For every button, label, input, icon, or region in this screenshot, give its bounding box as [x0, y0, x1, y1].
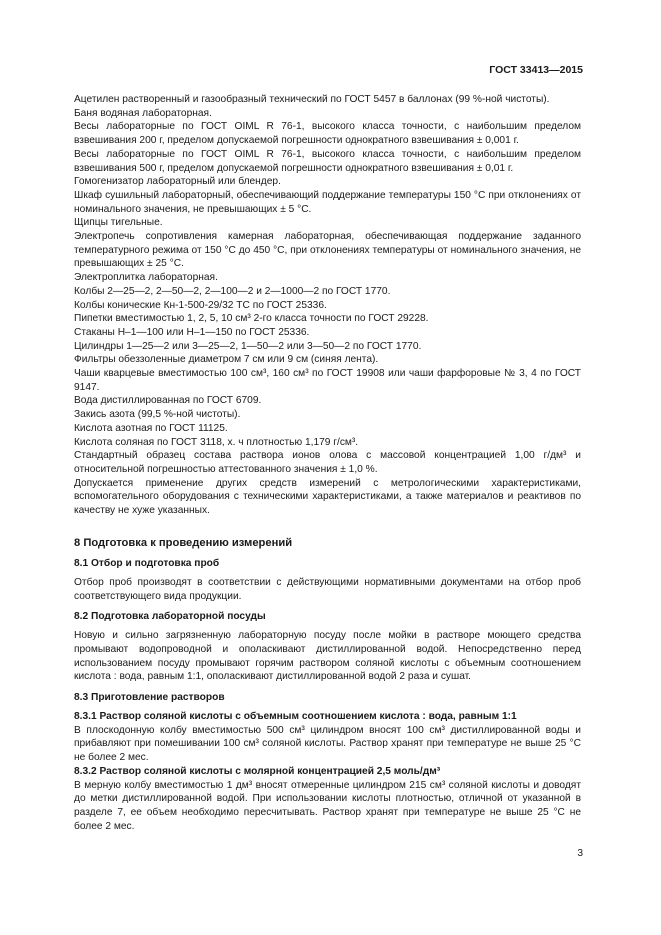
- material-item: Фильтры обеззоленные диаметром 7 см или 9 см (синяя лента).: [74, 354, 379, 366]
- material-item: Закись азота (99,5 %-ной чистоты).: [74, 409, 241, 421]
- material-item: Кислота азотная по ГОСТ 11125.: [74, 422, 228, 434]
- material-item: Кислота соляная по ГОСТ 3118, х. ч плотностью 1,179 г/см³.: [74, 436, 359, 448]
- materials-list: [74, 93, 581, 518]
- section-8-title: 8 Подготовка к проведению измерений: [74, 536, 293, 549]
- material-item: Колбы 2—25—2, 2—50—2, 2—100—2 и 2—1000—2 по ГОСТ 1770.: [74, 285, 391, 297]
- section-8-1-title: 8.1 Отбор и подготовка проб: [74, 557, 220, 569]
- section-8-2-text: Новую и сильно загрязненную лабораторную посуду после мойки в растворе моющего средства промывают водопроводной и ополаскивают дистиллированной водой. Непосредственно перед использованием посуду промывают горячим раствором соляной кислоты с объемным соотношением кислота : вода, равным 1:1, ополаскивают дистиллированной водой 2 раза и сушат.: [74, 630, 581, 683]
- section-8-3-2-text: В мерную колбу вместимостью 1 дм³ вносят отмеренные цилиндром 215 см³ соляной кислоты и доводят до метки дистиллированной водой. При использовании кислоты плотностью, отличной от указанной в разделе 7, ее объем необходимо пересчитывать. Раствор хранят при температуре не выше 25 °С не более 2 мес.: [74, 779, 581, 832]
- section-8-3-1-text: В плоскодонную колбу вместимостью 500 см³ цилиндром вносят 100 см³ дистиллированной воды и прибавляют при помешивании 100 см³ соляной кислоты. Раствор хранят при температуре не выше 25 °С не более 2 мес.: [74, 724, 581, 764]
- material-item: Вода дистиллированная по ГОСТ 6709.: [74, 395, 262, 407]
- section-8-3-2-title: 8.3.2 Раствор соляной кислоты с молярной концентрацией 2,5 моль/дм³: [74, 765, 441, 777]
- section-8-2-title: 8.2 Подготовка лабораторной посуды: [74, 611, 266, 623]
- section-8-3-1-title: 8.3.1 Раствор соляной кислоты с объемным соотношением кислота : вода, равным 1:1: [74, 711, 517, 723]
- material-item: Шкаф сушильный лабораторный, обеспечивающий поддержание температуры 150 °С при отклонениях от номинального значения, не превышающих ± 5 °С.: [74, 189, 581, 215]
- material-item: Цилиндры 1—25—2 или 3—25—2, 1—50—2 или 3—50—2 по ГОСТ 1770.: [74, 340, 422, 352]
- material-item: Весы лабораторные по ГОСТ OIML R 76-1, высокого класса точности, с наибольшим пределом взвешивания 500 г, пределом допускаемой погрешности однократного взвешивания ± 0,01 г.: [74, 148, 581, 174]
- material-item: Баня водяная лабораторная.: [74, 107, 212, 119]
- page-number: 3: [577, 848, 583, 859]
- material-item: Допускается применение других средств измерений с метрологическими характеристиками, вспомогательного оборудования с техническими характеристиками, а также материалов и реактивов по качеству не хуже указанных.: [74, 477, 581, 517]
- material-item: Пипетки вместимостью 1, 2, 5, 10 см³ 2-го класса точности по ГОСТ 29228.: [74, 313, 429, 325]
- material-item: Весы лабораторные по ГОСТ OIML R 76-1, высокого класса точности, с наибольшим пределом взвешивания 200 г, пределом допускаемой погрешности однократного взвешивания ± 0,001 г.: [74, 121, 581, 147]
- page-content: [74, 93, 581, 833]
- material-item: Стандартный образец состава раствора ионов олова с массовой концентрацией 1,00 г/дм³ и относительной погрешностью аттестованного значения ± 1,0 %.: [74, 450, 581, 475]
- section-8-1-text: Отбор проб производят в соответствии с действующими нормативными документами на отбор проб соответствующего вида продукции.: [74, 576, 581, 602]
- material-item: Электроплитка лабораторная.: [74, 272, 218, 284]
- material-item: Щипцы тигельные.: [74, 217, 163, 229]
- material-item: Чаши кварцевые вместимостью 100 см³, 160 см³ по ГОСТ 19908 или чаши фарфоровые № 3, 4 по ГОСТ 9147.: [74, 368, 581, 393]
- material-item: Электропечь сопротивления камерная лабораторная, обеспечивающая поддержание заданного температурного режима от 150 °С до 450 °С, при отклонениях температуры от номинального значения, не превышающих ± 25 °С.: [74, 231, 581, 270]
- material-text: Ацетилен растворенный и газообразный технический по ГОСТ 5457 в баллонах (99 %-ной чистоты).: [74, 94, 550, 105]
- material-item: Стаканы Н–1—100 или Н–1—150 по ГОСТ 25336.: [74, 326, 310, 338]
- material-item: Гомогенизатор лабораторный или блендер.: [74, 176, 281, 188]
- section-8-3-title: 8.3 Приготовление растворов: [74, 692, 225, 704]
- material-item: [74, 93, 581, 107]
- document-id: ГОСТ 33413—2015: [489, 64, 583, 76]
- material-item: Колбы конические Кн-1-500-29/32 ТС по ГОСТ 25336.: [74, 299, 327, 311]
